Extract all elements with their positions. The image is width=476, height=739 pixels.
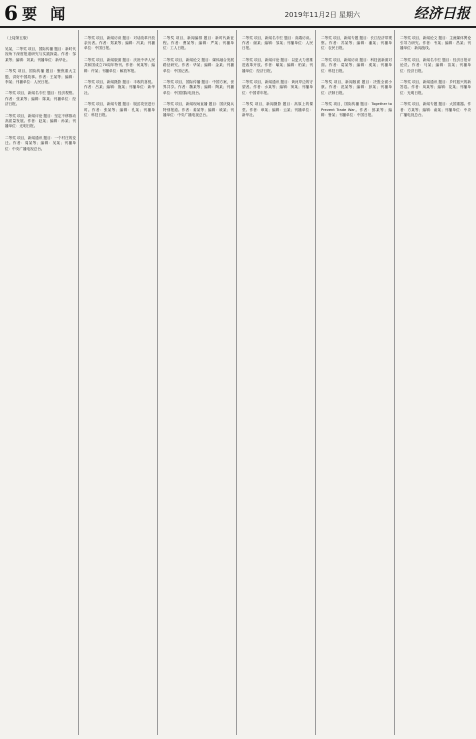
text-block: 二等奖 项目，新闻访谈 题目：科技创新面对面。作者：葛某等；编辑：奚某；刊播单位：科技日报。	[321, 57, 392, 73]
text-block: 二等奖 项目，新闻摄影 题目：丰收的喜悦。作者：吕某；编辑：施某；刊播单位：新华社。	[84, 80, 155, 95]
column-4	[240, 30, 316, 735]
column-1	[3, 30, 79, 735]
text-block: 二等奖 项目，新闻通讯 题目：黄河岸边的守望者。作者：水某等；编辑：窦某；刊播单位：中国青年报。	[242, 80, 313, 95]
masthead	[0, 0, 476, 28]
article-columns	[3, 30, 473, 735]
text-block: 吴某，二等奖 项目，国际传播 题目：新时代视角下深度报道研究与实践探索。作者：邹某等；编辑：刘某；刊播单位：新华社。	[5, 47, 76, 62]
text-block: 二等奖 项目，新闻专题 题目：大国重器。作者：方某等；编辑：俞某；刊播单位：中央广播电视总台。	[400, 102, 471, 118]
text-block: 二等奖 项目，新闻名专栏 题目：经济观察。作者：张某等；编辑：陈某；刊播单位：经济日报。	[5, 91, 76, 107]
text-block: 二等奖 项目，新闻名专栏 题目：高端访谈。作者：谢某；编辑：邹某；刊播单位：人民日报。	[242, 35, 313, 51]
text-block: 二等奖 项目，新闻论文 题目：主流媒体舆论引导力研究。作者：韦某；编辑：昌某；刊播单位：新闻战线。	[400, 35, 471, 51]
column-3	[161, 30, 237, 735]
text-block: 二等奖 项目，新闻版面 题目：庆祝中华人民共和国成立70周年特刊。作者：何某等；编辑：许某；刊播单位：解放军报。	[84, 57, 155, 73]
paper-name: 经济日报	[414, 6, 470, 22]
text-block: 二等奖 项目，新闻编排 题目：新时代新征程。作者：曹某等；编辑：严某；刊播单位：工人日报。	[163, 35, 234, 51]
text-block: 二等奖 项目，国际传播 题目：中国方案，世界共享。作者：魏某等；编辑：陶某；刊播单位：中国国际电视台。	[163, 80, 234, 95]
text-block: 二等奖 项目，新闻通讯 题目：一个村庄的变迁。作者：周某等；编辑：吴某；刊播单位：中央广播电视总台。	[5, 135, 76, 151]
text-block: 二等奖 项目，国际传播 题目：聚焦重大主题，讲好中国故事。作者：王某等；编辑：李某；刊播单位：人民日报。	[5, 69, 76, 85]
page-number: 6	[4, 1, 18, 25]
column-5	[319, 30, 395, 735]
text-block: 二等奖 项目，新闻通讯 题目：乡村振兴的新答卷。作者：凤某等；编辑：花某；刊播单位：光明日报。	[400, 80, 471, 95]
text-block: 二等奖 项目，新闻现场直播 题目：国庆阅兵特别报道。作者：姜某等；编辑：戚某；刊播单位：中央广播电视总台。	[163, 102, 234, 118]
text-block: 二等奖 项目，新闻专题 题目：脱贫攻坚进行时。作者：张某等；编辑：孔某；刊播单位：科技日报。	[84, 102, 155, 118]
text-block: 二等奖 项目，国际传播 题目：Together to Prevent Trade War。作者：郎某等；编辑：鲁某；刊播单位：中国日报。	[321, 102, 392, 118]
column-2	[82, 30, 158, 735]
section-title: 要 闻	[22, 5, 70, 23]
text-block: 二等奖 项目，新闻论文 题目：媒体融合发展路径研究。作者：华某；编辑：金某；刊播单位：中国记者。	[163, 57, 234, 73]
text-block: 二等奖 项目，新闻名专栏 题目：经济日报评论员。作者：马某；编辑：苗某；刊播单位：经济日报。	[400, 57, 471, 73]
text-block: 二等奖 项目，新闻摄影 题目：高原上的课堂。作者：章某；编辑：云某；刊播单位：新华社。	[242, 102, 313, 118]
issue-date: 2019年11月2日 星期六	[284, 11, 360, 19]
text-block: 二等奖 项目，新闻评论 题目：坚定不移推动高质量发展。作者：赵某；编辑：孙某；刊播单位：光明日报。	[5, 113, 76, 129]
text-block: 二等奖 项目，新闻专题 题目：长江经济带观察。作者：苏某等；编辑：潘某；刊播单位：农民日报。	[321, 35, 392, 51]
column-6	[398, 30, 473, 735]
text-block: 二等奖 项目，新闻版面 题目：决胜全面小康。作者：范某等；编辑：彭某；刊播单位：法制日报。	[321, 80, 392, 95]
text-block: （上接第五版）	[5, 35, 31, 40]
text-block: 二等奖 项目，新闻评论 题目：以更大力度推进改革开放。作者：喻某；编辑：柏某；刊播单位：经济日报。	[242, 57, 313, 73]
text-block: 二等奖 项目，新闻访谈 题目：对话改革开放亲历者。作者：郑某等；编辑：冯某；刊播单位：中国日报。	[84, 35, 155, 51]
